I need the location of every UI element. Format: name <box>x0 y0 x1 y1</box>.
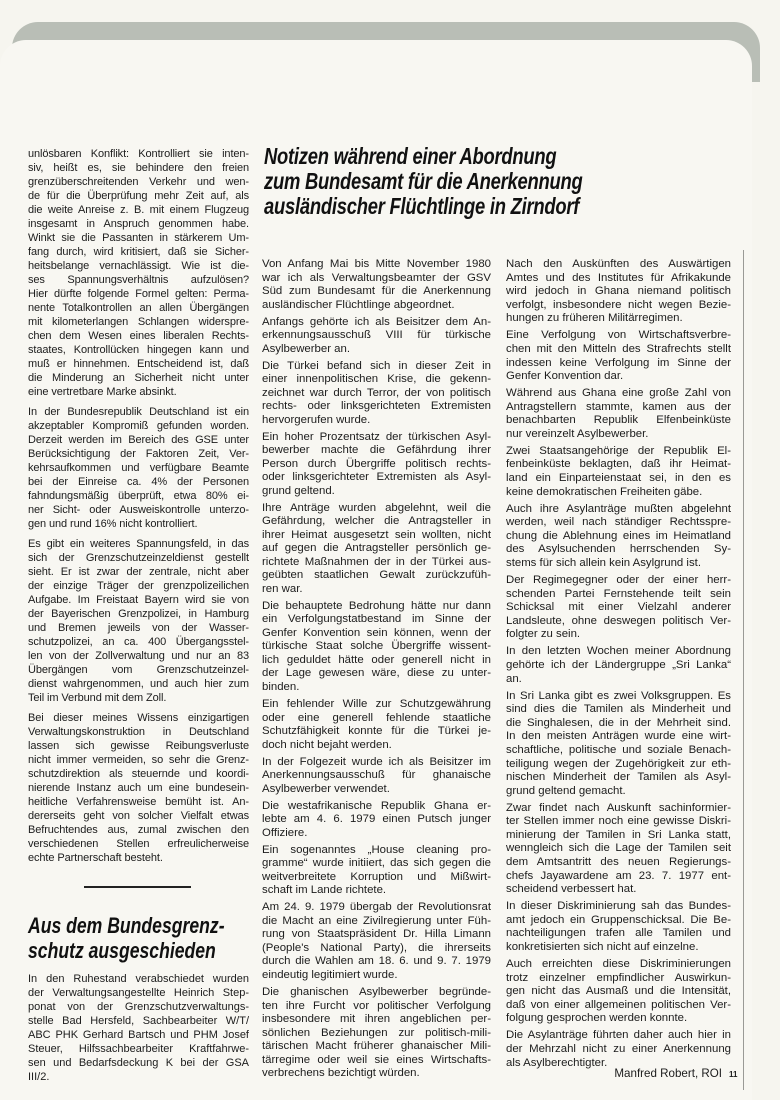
text-line: Antragstellern stammte, kamen aus der <box>506 400 731 413</box>
text-line: In Sri Lanka gibt es zwei Volksgruppen. Es <box>506 689 731 702</box>
text-line: Berücksichtigung der Faktoren Zeit, Ver- <box>28 448 249 460</box>
text-line: Teil im Verbund mit dem Zoll. <box>28 692 167 704</box>
text-line: ner Sicht- oder Ausweiskontrolle unterzo- <box>28 504 249 516</box>
text-line: Nach den Auskünften des Auswärtigen <box>506 258 731 270</box>
heading-line: Aus dem Bundesgrenz- <box>28 913 225 938</box>
text-line: akzeptabler Kompromiß gefunden worden. <box>28 420 249 432</box>
text-line: ein Verfolgungstatbestand im Sinne der <box>262 613 491 626</box>
text-line: auf gegen die Antragsteller persönlich ge- <box>262 542 491 555</box>
text-line: Die Asylanträge führten daher auch hier in <box>506 1029 731 1042</box>
text-line: der Mehrzahl nicht zu einer Anerkennung <box>506 1042 731 1055</box>
paragraph <box>506 958 731 1026</box>
text-line: ausländischer Flüchtlinge abgeordnet. <box>262 298 455 311</box>
text-line: Es gibt ein weiteres Spannungsfeld, in das <box>28 538 249 550</box>
text-line: die Macht an eine Zivilregierung unter Füh- <box>262 914 491 927</box>
text-line: Die Türkei befand sich in dieser Zeit in <box>262 359 491 372</box>
text-line: Gefährdung, welcher die Antragsteller in <box>262 515 491 528</box>
text-line: chen dem Wesen eines liberalen Rechts- <box>28 330 249 342</box>
text-line: eine vertretbare Marke absinkt. <box>28 386 177 398</box>
text-line: In der Bundesrepublik Deutschland ist ein <box>28 406 249 418</box>
text-line: folgung gesprochen werden konnte. <box>506 1012 688 1025</box>
text-line: Während aus Ghana eine große Zahl von <box>506 387 731 400</box>
text-line: sind dies die Tamilen als Minderheit und <box>506 703 731 716</box>
text-line: als Asylberechtigter. <box>506 1056 608 1069</box>
text-line: konkretisierten sich nicht auf einzelne. <box>506 941 699 954</box>
text-line: erkennungsausschuß VIII für türkische <box>262 329 491 342</box>
text-line: daß von einer allgemeinen politischen Ver- <box>506 998 731 1011</box>
title-line: ausländischer Flüchtlinge in Zirndorf <box>264 193 580 219</box>
text-line: trotz einzelner empfindlicher Auswirkun- <box>506 971 731 984</box>
text-line: unlösbaren Konflikt: Kontrolliert sie inten- <box>28 148 249 160</box>
text-line: der Bayerischen Grenzpolizei, in Hamburg <box>28 608 249 620</box>
text-line: Anfangs gehörte ich als Beisitzer dem An- <box>262 315 491 328</box>
text-line: grund geltend. <box>262 484 335 497</box>
paragraph <box>262 901 491 982</box>
text-line: Süd zum Bundesamt für die Anerkennung <box>262 285 491 297</box>
text-line: lebte am 4. 6. 1979 einen Putsch junger <box>262 813 491 826</box>
text-line: verbrechens bezichtigt würden. <box>262 1067 420 1080</box>
column-rule <box>743 250 744 1090</box>
text-line: wenngleich sich die Lage der Tamilen seit <box>506 842 731 855</box>
text-line: kehrsaufkommen und verfügbare Beamte <box>28 462 249 474</box>
paragraph <box>506 574 731 642</box>
text-line: keine demokratischen Freiheiten gäbe. <box>506 485 703 498</box>
text-line: fenbeinküste beklagten, daß ihr Heimat- <box>506 458 731 471</box>
text-line: die Singhalesen, die in der Mehrheit sind. <box>506 716 731 729</box>
text-line: Person durch Übergriffe politisch rechts- <box>262 457 491 470</box>
text-line: nicht immer vermeiden, so sehr die Grenz- <box>28 754 249 766</box>
text-line: durch die Wahlen am 18. 6. und 9. 7. 1979 <box>262 955 491 968</box>
text-line: grund geltend gemacht. <box>506 784 626 797</box>
right-column-text <box>506 258 731 1074</box>
text-line: folgter zu sein. <box>506 628 581 641</box>
text-line: Befruchtendes aus, zumal zwischen den <box>28 824 249 836</box>
text-line: Anerkennungsausschuß für ghanaische <box>262 769 491 782</box>
text-line: lassen sich gewisse Reibungsverluste <box>28 740 249 752</box>
text-line: In der Folgezeit wurde ich als Beisitzer im <box>262 755 491 768</box>
paragraph <box>262 800 491 841</box>
text-line: chen mit den Mitteln des Strafrechts stellt <box>506 342 731 355</box>
paragraph <box>506 503 731 571</box>
text-line: insbesondere mit ihren angeblichen per- <box>262 1013 491 1026</box>
text-line: verschiedenen Stellen erfreulicherweise <box>28 838 249 850</box>
text-line: oder eine generell fehlende staatliche <box>262 711 491 724</box>
text-line: verfolgt, insbesondere nicht wegen Bezie- <box>506 298 731 311</box>
paragraph <box>506 1029 731 1070</box>
text-line: dererseits geht von solcher Vielfalt etwas <box>28 810 249 822</box>
text-line: richtete Maßnahmen der in der Türkei aus- <box>262 555 491 568</box>
text-line: Bei dieser meines Wissens einzigartigen <box>28 712 249 724</box>
text-line: Übergängen vom Grenzschutzeinzel- <box>28 664 249 676</box>
text-line: bewerber machte die Gefährdung ihrer <box>262 444 491 457</box>
paragraph <box>506 645 731 686</box>
paragraph <box>262 698 491 752</box>
text-line: ten ihre Furcht vor politischer Verfolgung <box>262 999 491 1012</box>
text-line: Eine Verfolgung von Wirtschaftsverbre- <box>506 329 731 342</box>
retirement-text <box>28 972 249 1084</box>
text-line: Die ghanischen Asylbewerber begründe- <box>262 986 491 999</box>
text-line: schenden Partei Fernstehende teilt sein <box>506 587 731 600</box>
text-line: ren war. <box>262 582 303 595</box>
text-line: Auch ihre Asylanträge mußten abgelehnt <box>506 502 731 515</box>
text-line: Auch erreichten diese Diskriminierungen <box>506 958 731 970</box>
text-line: gen und rund 16% nicht kontrolliert. <box>28 518 198 530</box>
text-line: indessen keine Verfolgung im Sinne der <box>506 356 731 369</box>
text-line: Genfer Konvention dar. <box>506 370 624 383</box>
text-line: hervorgerufen wurde. <box>262 413 371 426</box>
text-line: minierung der Tamilen in Sri Lanka statt, <box>506 828 731 841</box>
text-line: einer innenpolitischen Krise, die gekenn- <box>262 373 491 386</box>
paragraph <box>28 972 249 1084</box>
text-line: die weite Anreise z. B. mit einem Flugzeug <box>28 204 249 216</box>
text-line: Aufgabe. Im Freistaat Bayern wird sie von <box>28 594 249 606</box>
text-line: der einzige Träger der grenzpolizeilichen <box>28 580 249 592</box>
text-line: amt jedoch ein Gruppenschicksal. Die Be- <box>506 913 731 926</box>
paragraph <box>262 756 491 797</box>
text-line: Schicksal mit einer Vielzahl anderer <box>506 601 731 614</box>
text-line: In den Ruhestand verabschiedet wurden <box>28 973 249 985</box>
text-line: an. <box>506 672 522 685</box>
paragraph <box>262 502 491 597</box>
text-line: chung die Ablehnung eines im Heimatland <box>506 529 731 542</box>
text-line: Genfer Konvention sein können, wenn der <box>262 626 491 639</box>
text-line: stems für sich allein kein Asylgrund ist. <box>506 557 701 570</box>
text-line: nachteiligungen trafen alle Tamilen und <box>506 927 731 940</box>
text-line: Offiziere. <box>262 826 308 839</box>
paragraph <box>262 844 491 898</box>
paragraph <box>506 690 731 799</box>
paragraph <box>506 445 731 499</box>
text-line: binden. <box>262 680 300 693</box>
text-line: Schutzfähigkeit konnte für die Türkei je- <box>262 725 491 738</box>
text-line: Landsleute, ohne deswegen politisch Ver- <box>506 614 731 627</box>
text-line: geübten staatlichen Gewalt zurückzufüh- <box>262 569 491 582</box>
page-number: 11 <box>729 1070 738 1079</box>
article-title <box>264 144 583 219</box>
text-line: heitliche Verfahrensweise bemüht ist. An- <box>28 796 249 808</box>
paragraph <box>262 600 491 695</box>
text-line: schaft im Lande richtete. <box>262 884 387 897</box>
text-line: nierende Instanz auch um eine bundesein- <box>28 782 249 794</box>
text-line: der Lage gewesen wäre, diese zu unter- <box>262 667 491 680</box>
text-line: war ich als Verwaltungsbeamter der GSV <box>262 271 491 284</box>
text-line: benachbarten Republik Elfenbeinküste <box>506 414 731 427</box>
text-line: nischen Minderheit der Tamilen als Asyl- <box>506 771 731 784</box>
text-line: chefs Jayawardene am 23. 7. 1977 ent- <box>506 869 731 882</box>
text-line: tärischen Macht früherer ghanaischer Mili- <box>262 1040 491 1053</box>
text-line: grenzüberschreitenden Verkehr und wen- <box>28 176 249 188</box>
text-line: Asylbewerber verwendet. <box>262 782 390 795</box>
text-line: schutzdirektion als steuernde und koordi- <box>28 768 249 780</box>
text-line: (People's National Party), die ihrerseits <box>262 941 491 954</box>
text-line: Winkt sie die Passanten in stärkerem Um- <box>28 232 249 244</box>
text-line: ter Stellen immer noch eine gewisse Diskri- <box>506 815 731 828</box>
text-line: stelle Bad Hersfeld, Sachbearbeiter W/T/ <box>28 1015 249 1027</box>
text-line: Am 24. 9. 1979 übergab der Revolutionsrat <box>262 901 491 914</box>
paragraph <box>28 405 249 531</box>
text-line: gehörte ich der Ländergruppe „Sri Lanka“ <box>506 658 731 671</box>
text-line: heitsbelange vernachlässigt. Wie ist die- <box>28 260 249 272</box>
text-line: Ihre Anträge wurden abgelehnt, weil die <box>262 501 491 514</box>
paragraph <box>262 986 491 1081</box>
text-line: bei der Einreise ca. 4% der Personen <box>28 476 249 488</box>
middle-column-text <box>262 258 491 1084</box>
text-line: III/2. <box>28 1071 50 1083</box>
text-line: türkische Staat solche Übergriffe wissent- <box>262 640 491 653</box>
text-line: der Verwaltungsangestellte Heinrich Step- <box>28 987 249 999</box>
paragraph <box>28 147 249 399</box>
text-line: Verwaltungskonstruktion in Deutschland <box>28 726 249 738</box>
paragraph <box>506 329 731 383</box>
text-line: Die westafrikanische Republik Ghana er- <box>262 799 491 812</box>
text-line: sich der Grenzschutzeinzeldienst gestellt <box>28 552 249 564</box>
text-line: insgesamt in Anspruch genommen habe. <box>28 218 249 230</box>
text-line: tärregime oder weil sie eines Wirtschafts- <box>262 1053 491 1066</box>
text-line: lich geduldet hätte oder generell nicht in <box>262 653 491 666</box>
paragraph <box>506 900 731 954</box>
text-line: zeichnet war durch Terror, der von politisch <box>262 386 491 399</box>
text-line: echte Partnerschaft besteht. <box>28 852 163 864</box>
text-line: rechts- oder linksgerichteten Extremisten <box>262 400 491 413</box>
text-line: Von Anfang Mai bis Mitte November 1980 <box>262 258 491 270</box>
text-line: mit kilometerlangen Schlangen widerspre- <box>28 316 249 328</box>
text-line: Hier dürfte folgende Formel gelten: Perma- <box>28 288 249 300</box>
text-line: schaftliche, politische und soziale Benach- <box>506 743 731 756</box>
text-line: gramme“ wurde initiiert, das sich gegen die <box>262 857 491 870</box>
left-column-text <box>28 147 249 871</box>
text-line: scheidend verbessert hat. <box>506 883 637 896</box>
text-line: eindeutig legitimiert wurde. <box>262 968 398 981</box>
text-line: de für die Überprüfung mehr Zeit auf, als <box>28 190 249 202</box>
text-line: rung von Staatspräsident Dr. Hilla Limann <box>262 928 491 941</box>
text-line: ihrer Heimat ausgesetzt sein wollten, nicht <box>262 528 491 541</box>
title-line: zum Bundesamt für die Anerkennung <box>264 168 583 194</box>
text-line: fang durch, wird kritisiert, daß sie Sicher- <box>28 246 249 258</box>
text-line: und Bremen jeweils von der Wasser- <box>28 622 249 634</box>
text-line: Steuer, Hilfssachbearbeiter Kraftfahrwe- <box>28 1043 249 1055</box>
text-line: doch nicht bejaht werden. <box>262 738 392 751</box>
text-line: nente Totalkontrollen an allen Übergängen <box>28 302 249 314</box>
paragraph <box>28 537 249 705</box>
text-line: sönlichen Beziehungen zur politisch-mili- <box>262 1026 491 1039</box>
text-line: Amtes und des Institutes für Afrikakunde <box>506 271 731 284</box>
text-line: weitverbreitete Korruption und Mißwirt- <box>262 870 491 883</box>
text-line: In dieser Diskriminierung sah das Bundes- <box>506 900 731 913</box>
text-line: sen und Bedarfsdeckung K bei der GSA <box>28 1057 249 1069</box>
text-line: ses Spannungsverhältnis aufzulösen? <box>28 274 249 286</box>
text-line: len von der Zollverwaltung und nur an 83 <box>28 650 249 662</box>
author-signature: Manfred Robert, ROI <box>614 1067 722 1080</box>
text-line: In den meisten Anträgen wurde eine wirt- <box>506 730 731 743</box>
paragraph <box>262 258 491 312</box>
text-line: nur vereinzelt Asylbewerber. <box>506 427 649 440</box>
paragraph <box>506 258 731 326</box>
text-line: schutzpolizei, an ca. 400 Übergangsstel- <box>28 636 249 648</box>
paragraph <box>262 431 491 499</box>
text-line: oder linksgerichteter Extremisten als Asyl- <box>262 471 491 484</box>
text-line: Ein sogenanntes „House cleaning pro- <box>262 843 491 856</box>
text-line: des Asylsuchenden herrschenden Sy- <box>506 543 731 556</box>
paragraph <box>506 802 731 897</box>
section-divider <box>84 886 191 888</box>
text-line: fahndungsmäßig überprüft, etwa 80% ei- <box>28 490 249 502</box>
text-line: Zwar findet nach Auskunft sachinformier- <box>506 801 731 814</box>
text-line: Derzeit werden im Bereich des GSE unter <box>28 434 249 446</box>
paragraph <box>28 711 249 865</box>
text-line: die Minderung an Sicherheit nicht unter <box>28 372 249 384</box>
paragraph <box>262 360 491 428</box>
text-line: Ein hoher Prozentsatz der türkischen Asyl- <box>262 430 491 443</box>
text-line: dem Amtsantritt des neuen Regierungs- <box>506 856 731 869</box>
text-line: Asylbewerber an. <box>262 342 351 355</box>
text-line: Der Regimegegner oder der einer herr- <box>506 574 731 587</box>
text-line: land ein Einparteienstaat sei, in den es <box>506 472 731 485</box>
text-line: teiligung wegen der Zugehörigkeit zur eth- <box>506 757 731 770</box>
text-line: dienst wahrgenommen, und auch hier zum <box>28 678 249 690</box>
text-line: Ein fehlender Wille zur Schutzgewährung <box>262 698 491 711</box>
paragraph <box>506 387 731 441</box>
paragraph <box>262 316 491 357</box>
text-line: Die behauptete Bedrohung hätte nur dann <box>262 599 491 612</box>
text-line: gen nicht das Ausmaß und die Intensität, <box>506 985 731 998</box>
text-line: wird jedoch in Ghana niemand politisch <box>506 285 731 298</box>
text-line: Zwei Staatsangehörige der Republik El- <box>506 444 731 457</box>
retirement-heading <box>28 913 225 963</box>
text-line: ABC PHK Gerhard Bartsch und PHM Josef <box>28 1029 249 1041</box>
text-line: siv, heißt es, sie behindere den freien <box>28 162 249 174</box>
heading-line: schutz ausgeschieden <box>28 938 216 963</box>
text-line: staates, Kontrollücken hingegen kann und <box>28 344 249 356</box>
text-line: muß er hinnehmen. Entscheidend ist, daß <box>28 358 249 370</box>
text-line: In den letzten Wochen meiner Abordnung <box>506 645 731 658</box>
text-line: hungen zu früheren Militärregimen. <box>506 312 683 325</box>
text-line: ponat von der Grenzschutzverwaltungs- <box>28 1001 249 1013</box>
title-line: Notizen während einer Abordnung <box>264 143 557 169</box>
text-line: werden, weil nach ständiger Rechtsspre- <box>506 516 731 529</box>
text-line: sieht. Er ist zwar der zentrale, nicht aber <box>28 566 249 578</box>
